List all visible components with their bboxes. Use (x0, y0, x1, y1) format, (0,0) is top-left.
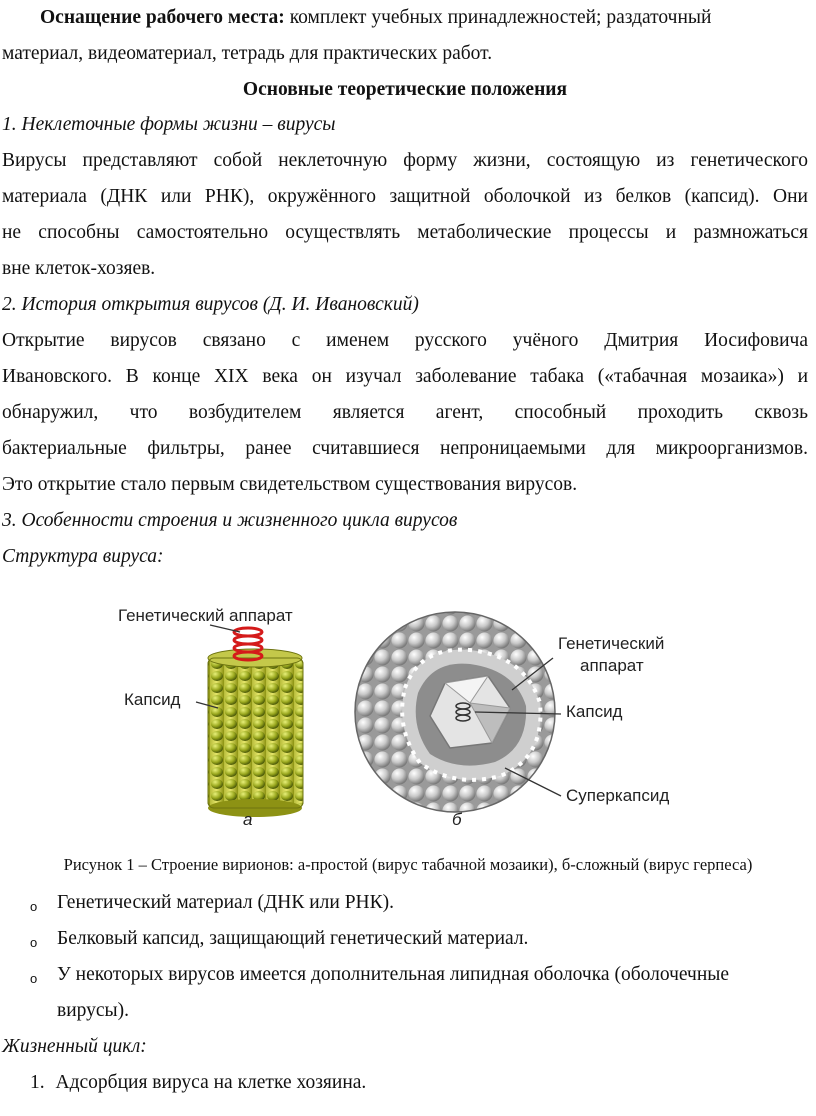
s2-line-1: Открытие вирусов связано с именем русского учёного Дмитрия Иосифовича (2, 330, 808, 351)
bullet-item-continuation (30, 993, 808, 1029)
label-b-capsid: Капсид (566, 702, 623, 721)
virion-figure (0, 598, 816, 838)
s2-heading: 2. История открытия вирусов (Д. И. Ивановский) (2, 294, 419, 315)
s1-line-4: вне клеток-хозяев. (2, 258, 156, 279)
label-a-letter: а (243, 810, 253, 829)
bullet-item (30, 921, 808, 957)
bullet-marker: o (30, 971, 38, 986)
s2-line-4: бактериальные фильтры, ранее считавшиеся непроницаемыми для микроорганизмов. (2, 438, 808, 459)
item-text: Адсорбция вируса на клетке хозяина. (55, 1072, 367, 1093)
bullet-marker: o (30, 899, 38, 914)
label-b-supercapsid: Суперкапсид (566, 786, 670, 805)
label-b-letter: б (452, 810, 462, 829)
herpes-virion (355, 612, 555, 812)
intro-label: Оснащение рабочего места: (40, 7, 285, 28)
section-title: Основные теоретические положения (242, 79, 568, 100)
s1-line-2: материала (ДНК или РНК), окружённого защитной оболочкой из белков (капсид). Они (2, 186, 808, 207)
s3-heading: 3. Особенности строения и жизненного цикла вирусов (2, 510, 458, 531)
s2-line-2: Ивановского. В конце XIX века он изучал заболевание табака («табачная мозаика») и (2, 366, 808, 387)
life-cycle-item (30, 1065, 366, 1101)
bullet-text: У некоторых вирусов имеется дополнительная липидная оболочка (оболочечные (57, 964, 730, 985)
item-number: 1. (30, 1072, 45, 1093)
label-b-genetic-2: аппарат (580, 656, 644, 675)
s1-line-3: не способны самостоятельно осуществлять метаболические процессы и размножаться (2, 222, 808, 243)
bullet-item (30, 957, 808, 993)
bullet-item (30, 885, 808, 921)
intro-line-1 (2, 0, 808, 36)
s2-line-5: Это открытие стало первым свидетельством существования вирусов. (2, 474, 578, 495)
bullet-text: Белковый капсид, защищающий генетический материал. (57, 928, 529, 949)
s1-line-1: Вирусы представляют собой неклеточную форму жизни, состоящую из генетического (2, 150, 808, 171)
intro-text-1: комплект учебных принадлежностей; раздаточный (284, 7, 712, 28)
s3-subheading: Структура вируса: (2, 546, 164, 567)
intro-line-2: материал, видеоматериал, тетрадь для практических работ. (2, 43, 493, 64)
figure-caption: Рисунок 1 – Строение вирионов: а-простой (вирус табачной мозаики), б-сложный (вирус герпеса) (63, 855, 753, 874)
label-a-capsid: Капсид (124, 690, 181, 709)
bullet-text: вирусы). (57, 1000, 130, 1021)
s1-heading: 1. Неклеточные формы жизни – вирусы (2, 114, 336, 135)
tmv-virion (208, 649, 303, 817)
bullet-text: Генетический материал (ДНК или РНК). (57, 892, 395, 913)
label-b-genetic-1: Генетический (558, 634, 665, 653)
pointer-line (210, 625, 240, 632)
label-a-genetic: Генетический аппарат (118, 606, 293, 625)
bullet-marker: o (30, 935, 38, 950)
s2-line-3: обнаружил, что возбудителем является агент, способный проходить сквозь (2, 402, 808, 423)
virion-illustration (0, 598, 816, 838)
life-cycle-heading: Жизненный цикл: (2, 1036, 147, 1057)
